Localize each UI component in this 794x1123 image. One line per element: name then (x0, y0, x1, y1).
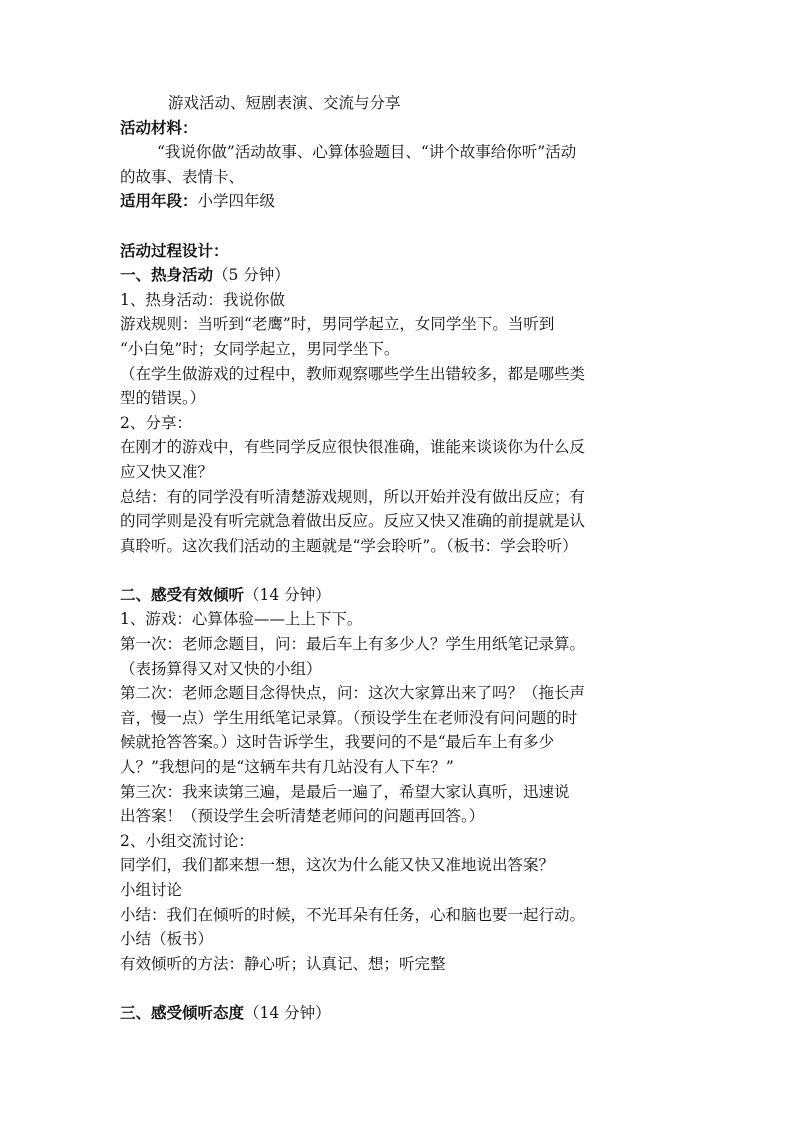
document-body (120, 91, 680, 1026)
process-heading (120, 239, 680, 264)
text-line: 活动材料： (120, 117, 198, 137)
text-line: 小结（板书） (120, 930, 214, 949)
para-line (120, 288, 680, 313)
para-line (120, 386, 680, 411)
text-line: 有效倾听的方法：静心听；认真记、想；听完整 (120, 954, 446, 973)
section-duration: （14 分钟） (244, 585, 331, 604)
para-line (120, 903, 680, 928)
text-line: 应又快又准？ (120, 462, 214, 481)
para-line (120, 878, 680, 903)
text-line: 2、小组交流讨论： (120, 831, 254, 850)
materials-line-1 (120, 140, 680, 165)
blank-line (120, 976, 680, 1001)
text-line: 游戏规则：当听到“老鹰”时，男同学起立，女同学坐下。当听到 (120, 315, 555, 334)
para-line (120, 681, 680, 706)
text-line: 人？”我想问的是“这辆车共有几站没有人下车？” (120, 758, 454, 777)
section-duration: （5 分钟） (213, 266, 290, 285)
para-line (120, 952, 680, 977)
para-line (120, 460, 680, 485)
materials-heading (120, 116, 680, 141)
text-line: 活动过程设计： (120, 240, 229, 260)
para-line (120, 534, 680, 559)
text-line: 音，慢一点）学生用纸笔记录算。（预设学生在老师没有问问题的时 (120, 708, 578, 727)
grade-value: 小学四年级 (197, 192, 276, 211)
para-line (120, 730, 680, 755)
text-line: 出答案！（预设学生会听清楚老师问的问题再回答。） (120, 807, 485, 826)
para-line (120, 435, 680, 460)
para-line (120, 607, 680, 632)
section-title: 三、感受倾听态度 (120, 1002, 245, 1022)
section-duration: （14 分钟） (244, 1003, 331, 1022)
text-line: （表扬算得又对又快的小组） (120, 659, 322, 678)
para-line (120, 706, 680, 731)
para-line (120, 657, 680, 682)
section-3-heading (120, 1001, 680, 1026)
text-line: 第二次：老师念题目念得快点，问：这次大家算出来了吗？（拖长声 (120, 684, 586, 703)
grade-line (120, 189, 680, 214)
section-title: 二、感受有效倾听 (120, 584, 245, 604)
text-line: 总结：有的同学没有听清楚游戏规则，所以开始并没有做出反应；有 (120, 487, 586, 506)
text-line: 第三次：我来读第三遍，是最后一遍了，希望大家认真听，迅速说 (120, 782, 570, 801)
text-line: 的同学则是没有听完就急着做出反应。反应又快又准确的前提就是认 (120, 512, 586, 531)
para-line (120, 804, 680, 829)
text-line: 1、热身活动：我说你做 (120, 290, 285, 309)
text-line: 第一次：老师念题目，问：最后车上有多少人？学生用纸笔记录算。 (120, 635, 586, 654)
text-line: 小组讨论 (120, 881, 183, 899)
grade-label: 适用年段： (120, 191, 198, 211)
para-line (120, 337, 680, 362)
text-line: 的故事、表情卡、 (120, 167, 245, 186)
text-line: 候就抢答答案。）这时告诉学生，我要问的不是“最后车上有多少 (120, 733, 555, 752)
para-line (120, 780, 680, 805)
text-line: “小白兔”时；女同学起立，男同学坐下。 (120, 339, 400, 358)
text-line: 1、游戏：心算体验——上上下下。 (120, 610, 363, 629)
para-line (120, 632, 680, 657)
text-line: 在刚才的游戏中，有些同学反应很快很准确，谁能来谈谈你为什么反 (120, 438, 586, 457)
para-line (120, 853, 680, 878)
text-line: 游戏活动、短剧表演、交流与分享 (168, 94, 401, 112)
para-line (120, 927, 680, 952)
blank-line (120, 214, 680, 239)
para-line (120, 362, 680, 387)
section-1-heading (120, 263, 680, 288)
text-line: 型的错误。） (120, 389, 206, 408)
text-line: （在学生做游戏的过程中，教师观察哪些学生出错较多，都是哪些类 (120, 364, 586, 383)
para-line (120, 411, 680, 436)
section-title: 一、热身活动 (120, 265, 214, 285)
blank-line (120, 558, 680, 583)
activity-forms-line (120, 91, 680, 116)
text-line: 同学们，我们都来想一想，这次为什么能又快又准地说出答案？ (120, 856, 555, 875)
para-line (120, 829, 680, 854)
para-line (120, 485, 680, 510)
text-line: 真聆听。这次我们活动的主题就是“学会聆听”。（板书：学会聆听） (120, 536, 578, 555)
text-line: 小结：我们在倾听的时候，不光耳朵有任务，心和脑也要一起行动。 (120, 905, 586, 924)
text-line: 2、分享： (120, 413, 192, 432)
section-2-heading (120, 583, 680, 608)
para-line (120, 509, 680, 534)
materials-line-2 (120, 165, 680, 190)
para-line (120, 755, 680, 780)
para-line (120, 312, 680, 337)
text-line: “我说你做”活动故事、心算体验题目、“讲个故事给你听”活动 (157, 143, 577, 162)
